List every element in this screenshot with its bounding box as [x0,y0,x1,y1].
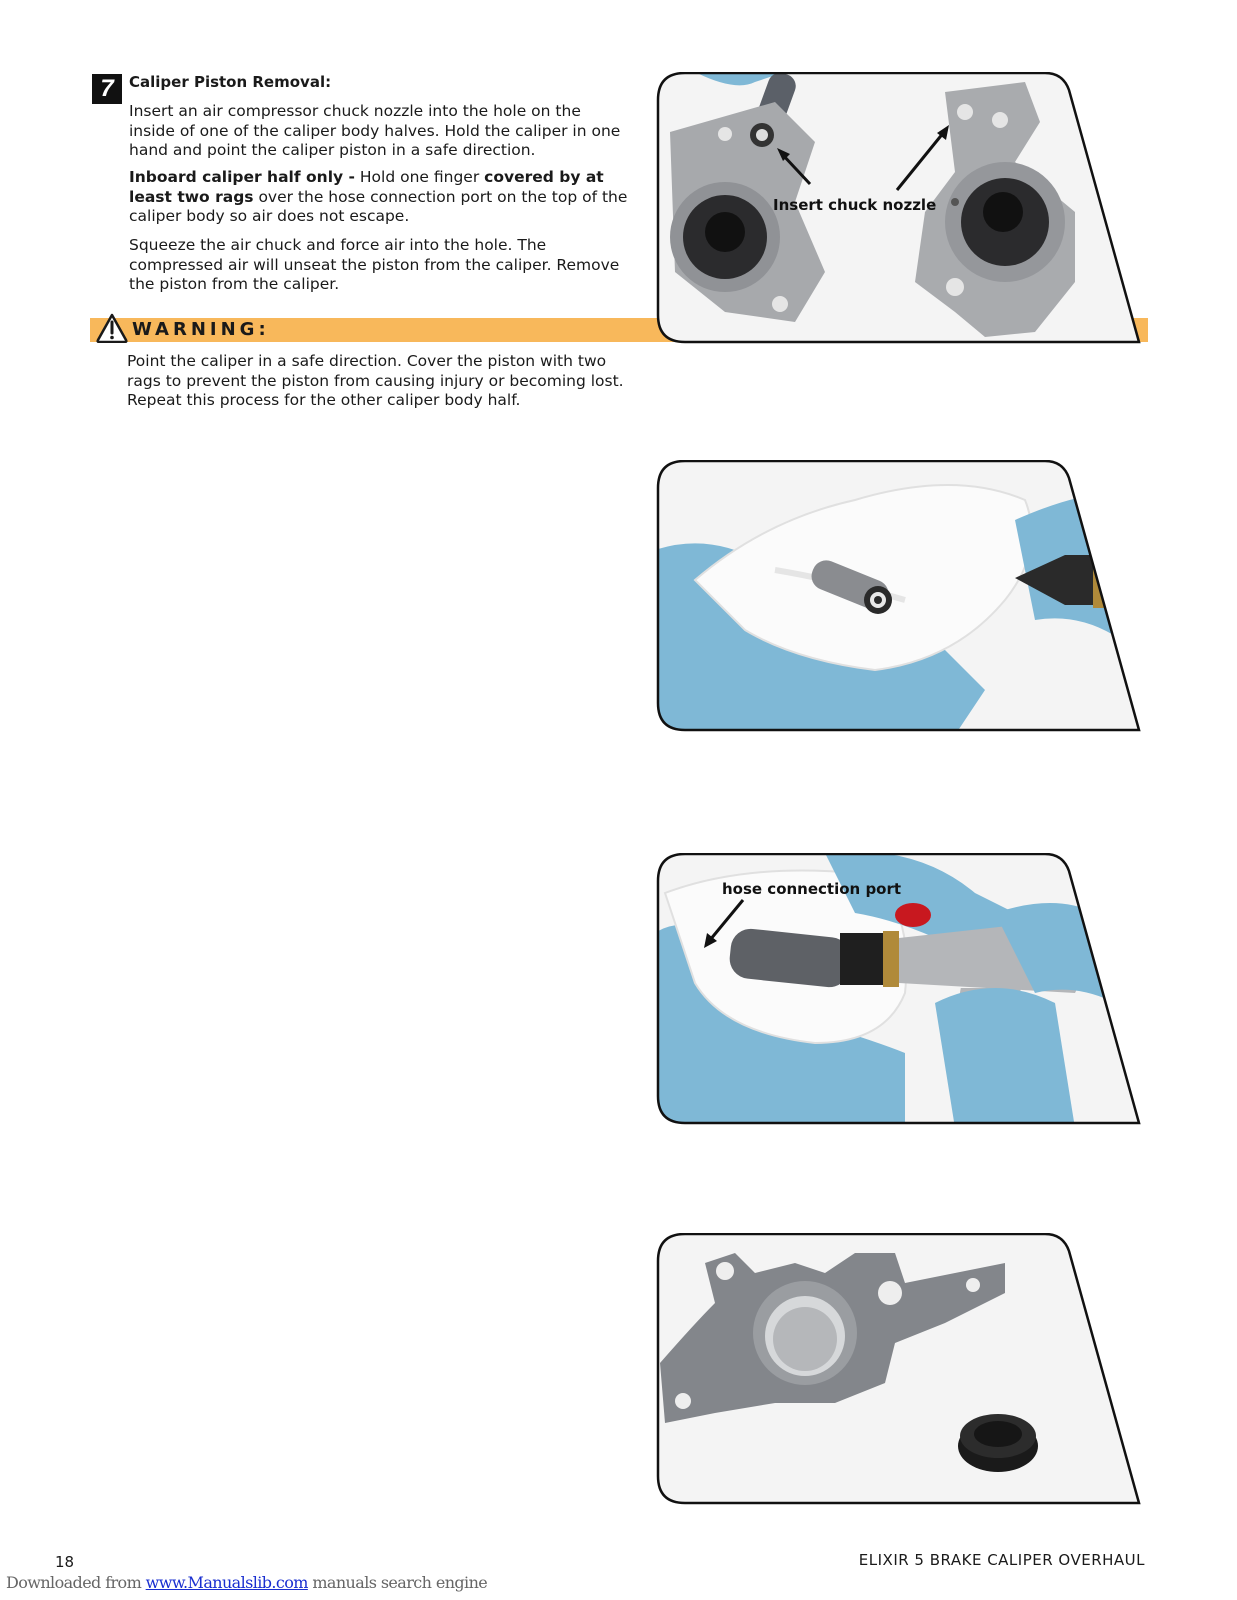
instruction-paragraph-2 [129,168,629,227]
manualslib-link[interactable]: www.Manualslib.com [145,1573,308,1592]
warning-text: Point the caliper in a safe direction. Cover the piston with two rags to prevent the piston from causing injury or becoming lost. Repeat this process for the other caliper body half. [127,352,624,409]
p2-text-2: over the hose connection port on the top of the caliper body so air does not escape. [129,187,628,225]
step-title: Caliper Piston Removal: [129,73,332,91]
download-prefix: Downloaded from [6,1573,146,1592]
download-suffix: manuals search engine [307,1573,488,1592]
photo-piston-removed [655,1233,1145,1508]
step-number-badge: 7 [92,74,122,104]
photo-hose-connection-port [655,853,1145,1128]
photo-caliper-halves [655,72,1145,347]
page-number: 18 [55,1553,75,1571]
p2-text-1: Hold one finger [354,168,485,186]
instruction-paragraph-3: Squeeze the air chuck and force air into the hole. The compressed air will unseat the piston from the caliper. Remove the piston from the caliper. [129,236,620,293]
rags-bold-text: covered by at least two rags [129,168,604,206]
photo-rag-covered-caliper [655,460,1145,735]
callout-hose-connection-port: hose connection port [722,880,902,898]
callout-insert-chuck-nozzle: Insert chuck nozzle [773,196,937,214]
instruction-paragraph-1: Insert an air compressor chuck nozzle into the hole on the inside of one of the caliper body halves. Hold the caliper in one hand and point the caliper piston in a safe direction. [129,102,621,159]
warning-label: WARNING: [132,319,270,340]
download-notice [6,1573,487,1592]
warning-triangle-icon [96,313,128,343]
inboard-bold-text: Inboard caliper half only - [129,168,355,186]
document-title: ELIXIR 5 BRAKE CALIPER OVERHAUL [858,1551,1145,1569]
